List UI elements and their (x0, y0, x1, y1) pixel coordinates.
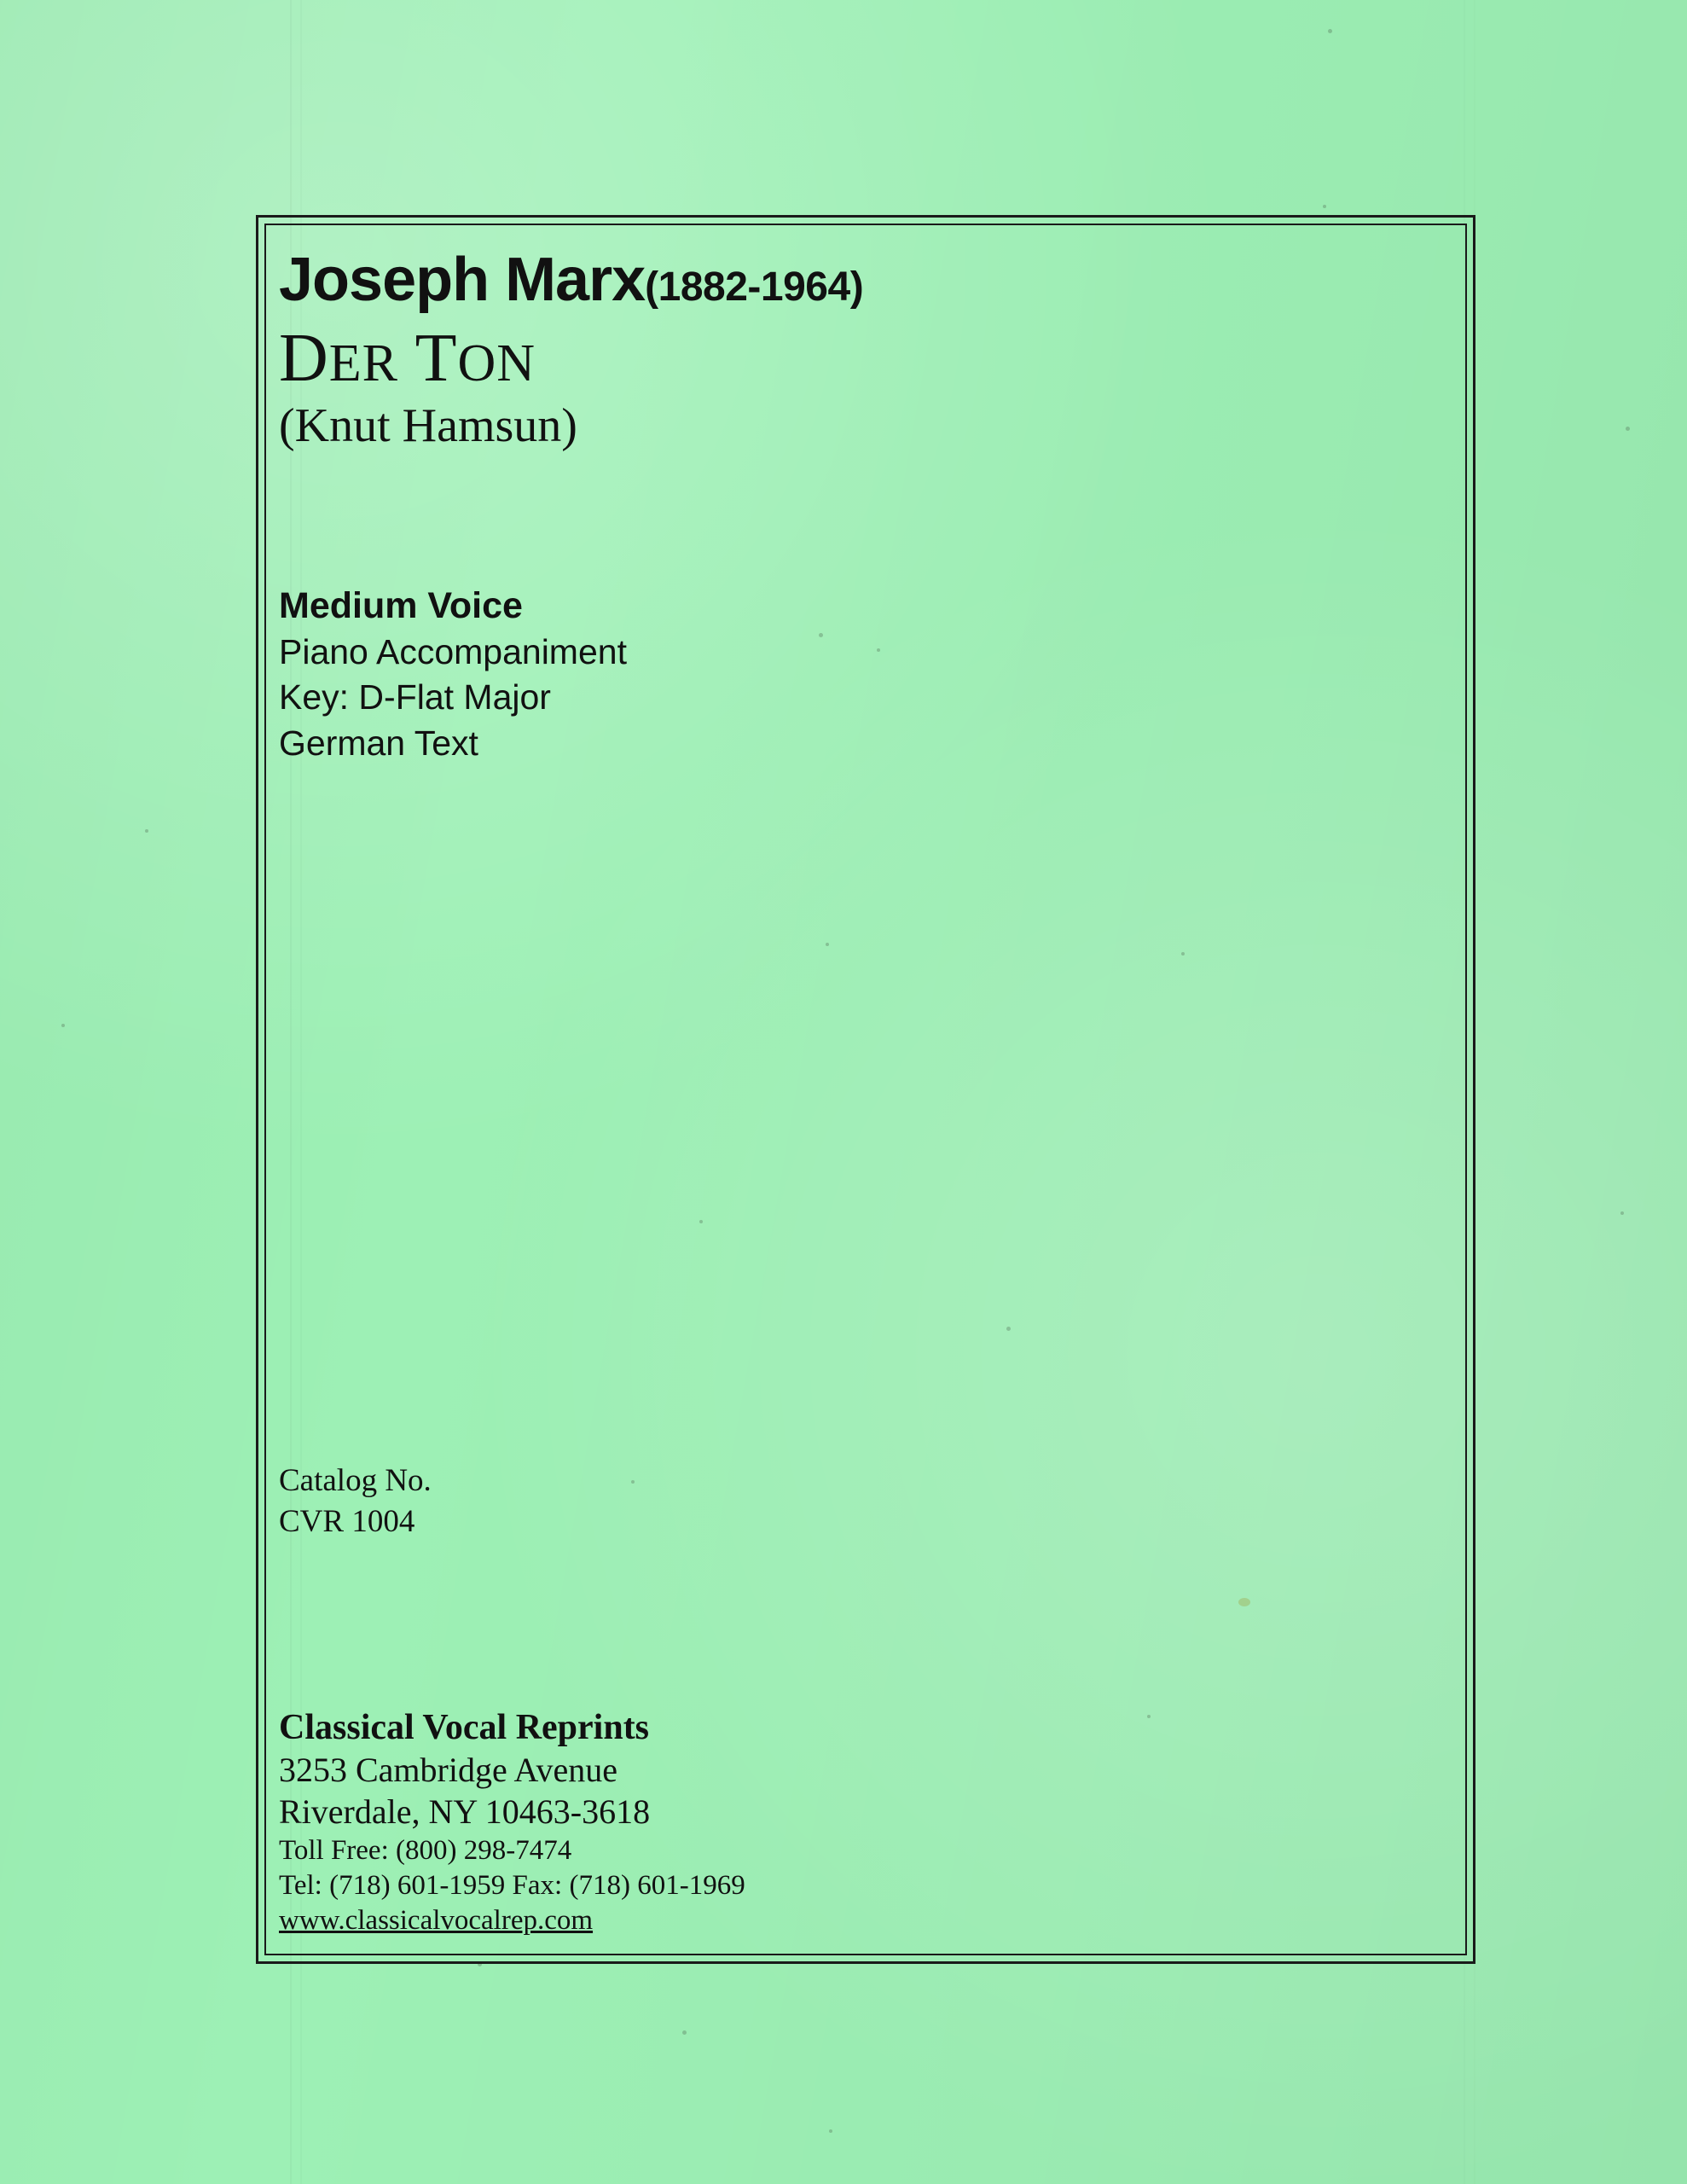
publisher-block (279, 1706, 745, 1938)
publisher-address-line2: Riverdale, NY 10463-3618 (279, 1792, 651, 1832)
work-title-text: DER TON (279, 321, 536, 396)
cover-border-inner (264, 224, 1467, 1955)
specifications-block (279, 583, 1302, 766)
composer-dates: (1882-1964) (645, 264, 864, 310)
poet-credit: (Knut Hamsun) (279, 399, 577, 452)
composer-name: Joseph Marx (279, 246, 646, 314)
publisher-toll-free: Toll Free: (800) 298-7474 (279, 1834, 572, 1866)
work-title-smallcaps-1: ER (328, 334, 399, 392)
spec-language: German Text (279, 723, 478, 763)
publisher-phone-fax: Tel: (718) 601-1959 Fax: (718) 601-1969 (279, 1869, 745, 1901)
work-title-smallcaps-2: ON (457, 334, 536, 392)
publisher-website-link[interactable]: www.classicalvocalrep.com (279, 1904, 594, 1936)
composer-line (279, 246, 1413, 314)
spec-key: Key: D-Flat Major (279, 677, 551, 717)
catalog-block (279, 1461, 432, 1542)
publisher-name: Classical Vocal Reprints (279, 1708, 650, 1747)
title-block (279, 246, 1413, 452)
work-title (279, 321, 1413, 396)
spec-accompaniment: Piano Accompaniment (279, 632, 627, 672)
spec-voice: Medium Voice (279, 585, 523, 626)
publisher-address-line1: 3253 Cambridge Avenue (279, 1751, 617, 1790)
catalog-label: Catalog No. (279, 1463, 432, 1498)
catalog-number: CVR 1004 (279, 1504, 415, 1540)
